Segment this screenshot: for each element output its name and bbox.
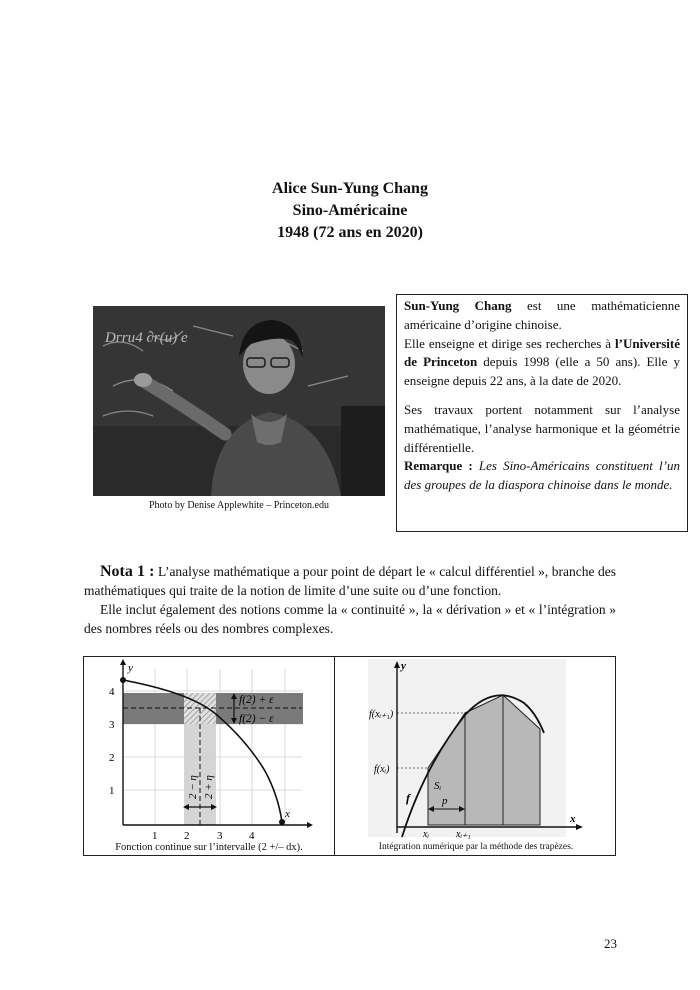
board-text: Dᴦrᴎ4 ∂r(u) e: [105, 330, 188, 346]
title-birth: 1948 (72 ans en 2020): [277, 224, 423, 241]
title-origin: Sino-Américaine: [292, 202, 408, 219]
xi-label: xᵢ: [423, 829, 430, 839]
bio-paragraph-1: [404, 297, 680, 335]
remark-label: Remarque :: [404, 458, 473, 474]
bio-p1-text: est une mathématicienne américaine d’origine chinoise.: [404, 298, 680, 332]
title-name: Alice Sun-Yung Chang: [272, 180, 428, 197]
bio-box: [396, 294, 688, 532]
x-tick: 4: [249, 830, 255, 841]
x-tick: 1: [152, 830, 158, 841]
nota-p1-text: L’analyse mathématique a pour point de départ le « calcul différentiel », branche des mathématiques qui traite de la notion de limite d’une suite ou d’une fonction.: [84, 564, 617, 598]
nota-paragraph-2: Elle inclut également des notions comme la « continuité », la « dérivation » et « l’intégration » des nombres réels ou des nombres complexes.: [84, 602, 616, 636]
xi-next-label: xᵢ₊₁: [456, 829, 471, 839]
x-axis-label: x: [285, 808, 290, 820]
y-axis-label: y: [401, 660, 406, 672]
page-number: 23: [604, 936, 617, 951]
y-tick: 1: [109, 785, 115, 797]
figure-divider: [334, 657, 335, 855]
figures-box: [83, 656, 616, 856]
bio-remark: [404, 457, 680, 495]
bio-p2-start: Elle enseigne et dirige ses recherches à: [404, 335, 616, 351]
portrait-photo: [93, 306, 385, 496]
photo-illustration: [93, 306, 385, 496]
page-title: [0, 178, 700, 244]
right-figure-caption: Intégration numérique par la méthode des trapèzes.: [378, 842, 574, 852]
bio-p2-end: depuis 1998 (elle a 50 ans). Elle y enseigne depuis 22 ans, à la date de 2020.: [404, 354, 680, 389]
x-axis-label: x: [570, 813, 576, 825]
left-figure-caption: Fonction continue sur l’intervalle (2 +/– dx).: [115, 842, 303, 853]
f-xi-next-label: f(xᵢ₊₁): [369, 709, 394, 720]
y-tick: 2: [109, 752, 115, 764]
bio-university: l’Université de Princeton: [404, 335, 680, 370]
lower-bound-label: f(2) − ε: [239, 713, 274, 725]
interval-lower-label: 2 − η: [187, 775, 199, 799]
nota-paragraph-1: [84, 562, 616, 600]
f-label: f: [406, 791, 410, 805]
x-tick: 3: [217, 830, 223, 841]
upper-bound-label: f(2) + ε: [239, 694, 274, 706]
nota-label: Nota 1 :: [100, 563, 155, 580]
interval-upper-label: 2 + η: [203, 775, 215, 799]
continuity-figure: [102, 659, 314, 841]
y-tick: 3: [109, 719, 115, 731]
f-xi-label: f(xᵢ): [374, 764, 390, 775]
y-axis-label: y: [128, 662, 133, 674]
bio-name: Sun-Yung Chang: [404, 298, 512, 313]
y-tick: 4: [109, 686, 115, 698]
trapezoid-figure: [364, 657, 586, 839]
photo-caption: Photo by Denise Applewhite – Princeton.edu: [149, 500, 329, 511]
x-tick: 2: [184, 830, 190, 841]
bio-paragraph-3: Ses travaux portent notamment sur l’analyse mathématique, l’analyse harmonique et la géométrie différentielle.: [404, 401, 680, 455]
bio-paragraph-2: [404, 335, 680, 391]
s-label: Sᵢ: [434, 780, 442, 792]
nota-section: [84, 562, 616, 638]
remark-text: Les Sino-Américains constituent l’un des groupes de la diaspora chinoise dans le monde.: [404, 458, 680, 493]
p-label: p: [442, 795, 448, 807]
trapezoid-2: [465, 695, 503, 825]
